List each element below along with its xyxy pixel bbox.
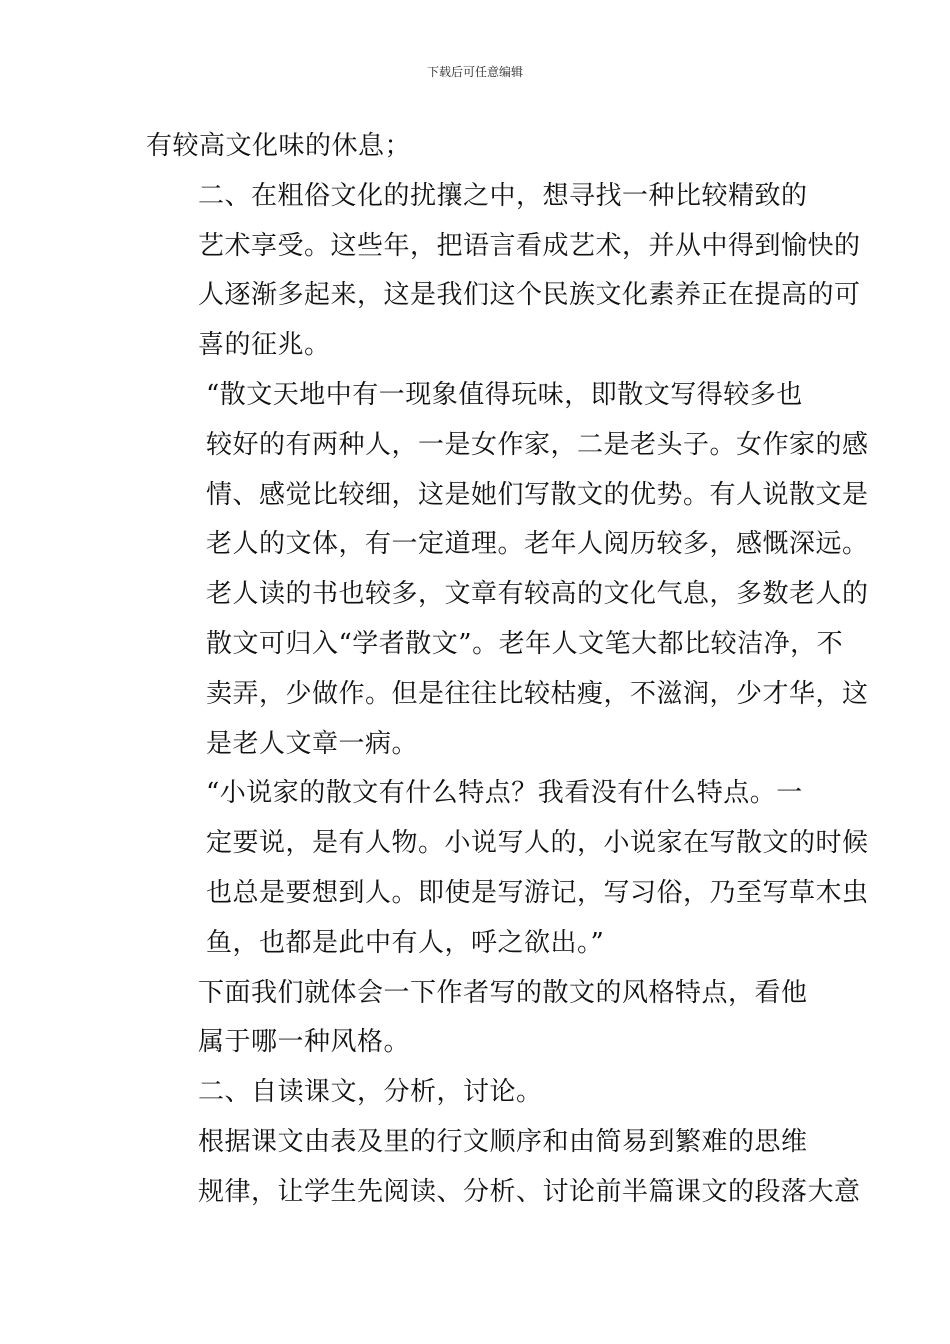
- text-line: “散文天地中有一现象值得玩味，即散文写得较多也: [206, 379, 803, 410]
- text-line: 规律，让学生先阅读、分析、讨论前半篇课文的段落大意: [198, 1176, 861, 1207]
- text-line: 喜的征兆。: [198, 330, 331, 361]
- text-line: 老人的文体，有一定道理。老年人阅历较多，感慨深远。: [206, 529, 869, 560]
- text-line: 二、在粗俗文化的扰攘之中，想寻找一种比较精致的: [198, 180, 808, 211]
- text-line: 属于哪一种风格。: [198, 1027, 411, 1058]
- text-line: 定要说，是有人物。小说写人的，小说家在写散文的时候: [206, 828, 869, 859]
- paragraph-7: [146, 1118, 861, 1218]
- text-line: 人逐渐多起来，这是我们这个民族文化素养正在提高的可: [198, 280, 861, 311]
- text-line: “小说家的散文有什么特点？我看没有什么特点。一: [206, 778, 803, 809]
- text-line: 老人读的书也较多，文章有较高的文化气息，多数老人的: [206, 579, 869, 610]
- text-line: 有较高文化味的休息；: [146, 131, 412, 161]
- paragraph-2: [146, 172, 861, 371]
- text-line: 较好的有两种人，一是女作家，二是老头子。女作家的感: [206, 429, 869, 460]
- text-line: 卖弄，少做作。但是往往比较枯瘦，不滋润，少才华，这: [206, 678, 869, 709]
- paragraph-3: [146, 371, 869, 769]
- page-header: 下载后可任意编辑: [426, 65, 523, 79]
- text-line: 根据课文由表及里的行文顺序和由简易到繁难的思维: [198, 1126, 808, 1157]
- paragraph-4: [146, 769, 869, 968]
- text-line: 二、自读课文，分析，讨论。: [198, 1077, 543, 1108]
- paragraph-1: [146, 122, 808, 172]
- paragraph-6: [146, 1068, 808, 1118]
- text-line: 散文可归入“学者散文”。老年人文笔大都比较洁净，不: [206, 628, 844, 659]
- document-body: [146, 122, 869, 1218]
- paragraph-5: [146, 969, 808, 1069]
- text-line: 下面我们就体会一下作者写的散文的风格特点，看他: [198, 977, 808, 1008]
- text-line: 鱼，也都是此中有人，呼之欲出。”: [206, 927, 605, 958]
- text-line: 情、感觉比较细，这是她们写散文的优势。有人说散文是: [206, 479, 869, 510]
- text-line: 艺术享受。这些年，把语言看成艺术，并从中得到愉快的: [198, 230, 861, 261]
- text-line: 是老人文章一病。: [206, 728, 419, 759]
- text-line: 也总是要想到人。即使是写游记，写习俗，乃至写草木虫: [206, 877, 869, 908]
